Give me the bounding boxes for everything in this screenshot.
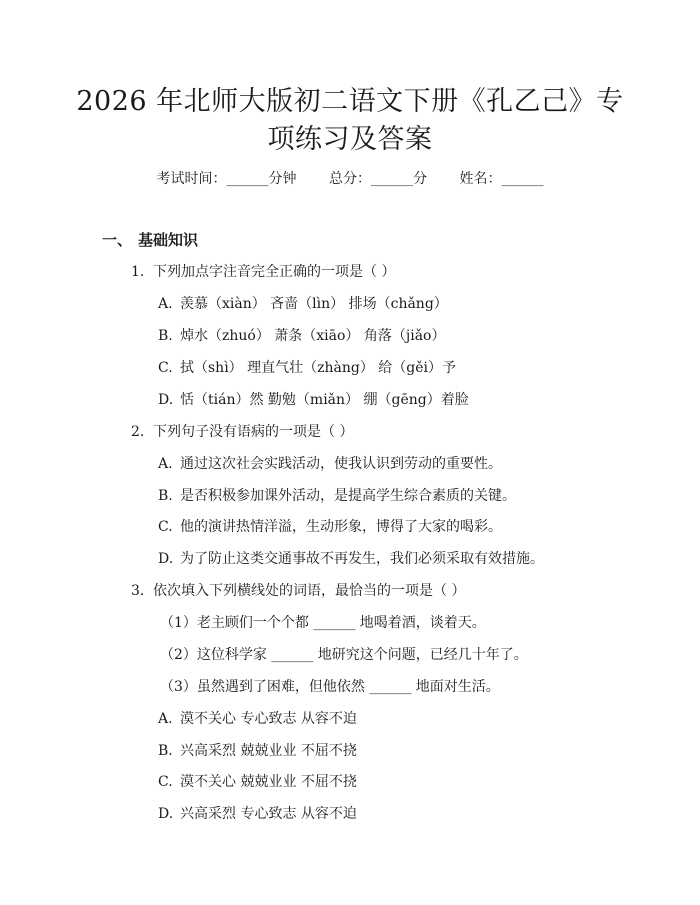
question-2-option-d	[158, 548, 544, 568]
question-text: 下列加点字注音完全正确的一项是（ ）	[153, 264, 396, 280]
name-field: 姓名：______	[459, 171, 544, 187]
question-3-option-a	[158, 708, 357, 728]
question-1-option-d	[158, 389, 469, 409]
option-text: 恬（tián）然 勤勉（miǎn） 绷（gēng）着脸	[180, 392, 469, 408]
option-letter: C.	[158, 774, 173, 790]
question-1-option-b	[158, 325, 445, 345]
question-text: 依次填入下列横线处的词语，最恰当的一项是（ ）	[153, 583, 466, 599]
question-1-option-a	[158, 293, 448, 313]
option-text: 是否积极参加课外活动，是提高学生综合素质的关键。	[180, 488, 516, 504]
option-text: 他的演讲热情洋溢，生动形象，博得了大家的喝彩。	[180, 519, 502, 535]
option-letter: B.	[158, 488, 173, 504]
option-text: 通过这次社会实践活动，使我认识到劳动的重要性。	[180, 456, 502, 472]
question-2	[131, 421, 353, 441]
question-1-option-c	[158, 357, 456, 377]
option-text: 兴高采烈 专心致志 从容不迫	[180, 806, 357, 822]
exam-meta-line	[0, 168, 700, 188]
option-text: 焯水（zhuó） 萧条（xiāo） 角落（jiǎo）	[180, 328, 446, 344]
question-3-option-d	[158, 803, 357, 823]
total-score-field: 总分：______分	[329, 171, 427, 187]
question-1	[131, 261, 395, 281]
option-text: 为了防止这类交通事故不再发生，我们必须采取有效措施。	[180, 551, 544, 567]
question-2-option-a	[158, 453, 502, 473]
document-title-line-2: 项练习及答案	[267, 124, 433, 155]
exam-time-field: 考试时间：______分钟	[156, 171, 297, 187]
option-text: 拭（shì） 理直气壮（zhàng） 给（gěi）予	[180, 360, 457, 376]
question-number: 3.	[131, 583, 145, 599]
option-letter: C.	[158, 360, 173, 376]
option-letter: A.	[158, 296, 173, 312]
question-number: 1.	[131, 264, 145, 280]
question-number: 2.	[131, 424, 145, 440]
option-letter: B.	[158, 743, 173, 759]
question-3-option-c	[158, 771, 357, 791]
option-letter: A.	[158, 711, 173, 727]
option-letter: D.	[158, 392, 174, 408]
question-2-option-c	[158, 516, 502, 536]
option-letter: B.	[158, 328, 173, 344]
option-text: 羡慕（xiàn） 吝啬（lìn） 排场（chǎng）	[180, 296, 448, 312]
option-text: 兴高采烈 兢兢业业 不屈不挠	[180, 743, 357, 759]
question-3	[131, 580, 465, 600]
document-title-line-1: 2026 年北师大版初二语文下册《孔乙己》专	[76, 86, 624, 117]
option-letter: D.	[158, 551, 174, 567]
question-3-option-b	[158, 740, 357, 760]
option-letter: A.	[158, 456, 173, 472]
section-title: 基础知识	[138, 231, 199, 249]
question-3-blank-3: （3）虽然遇到了困难，但他依然 ______ 地面对生活。	[160, 679, 500, 695]
option-letter: D.	[158, 806, 174, 822]
option-text: 漠不关心 专心致志 从容不迫	[180, 711, 357, 727]
section-number: 一、	[102, 231, 133, 249]
question-3-blank-1: （1）老主顾们一个个都 ______ 地喝着酒，谈着天。	[160, 615, 486, 631]
question-3-blank-2: （2）这位科学家 ______ 地研究这个问题，已经几十年了。	[160, 647, 528, 663]
section-heading	[102, 229, 198, 250]
question-text: 下列句子没有语病的一项是（ ）	[153, 424, 354, 440]
option-text: 漠不关心 兢兢业业 不屈不挠	[180, 774, 357, 790]
option-letter: C.	[158, 519, 173, 535]
question-2-option-b	[158, 485, 516, 505]
